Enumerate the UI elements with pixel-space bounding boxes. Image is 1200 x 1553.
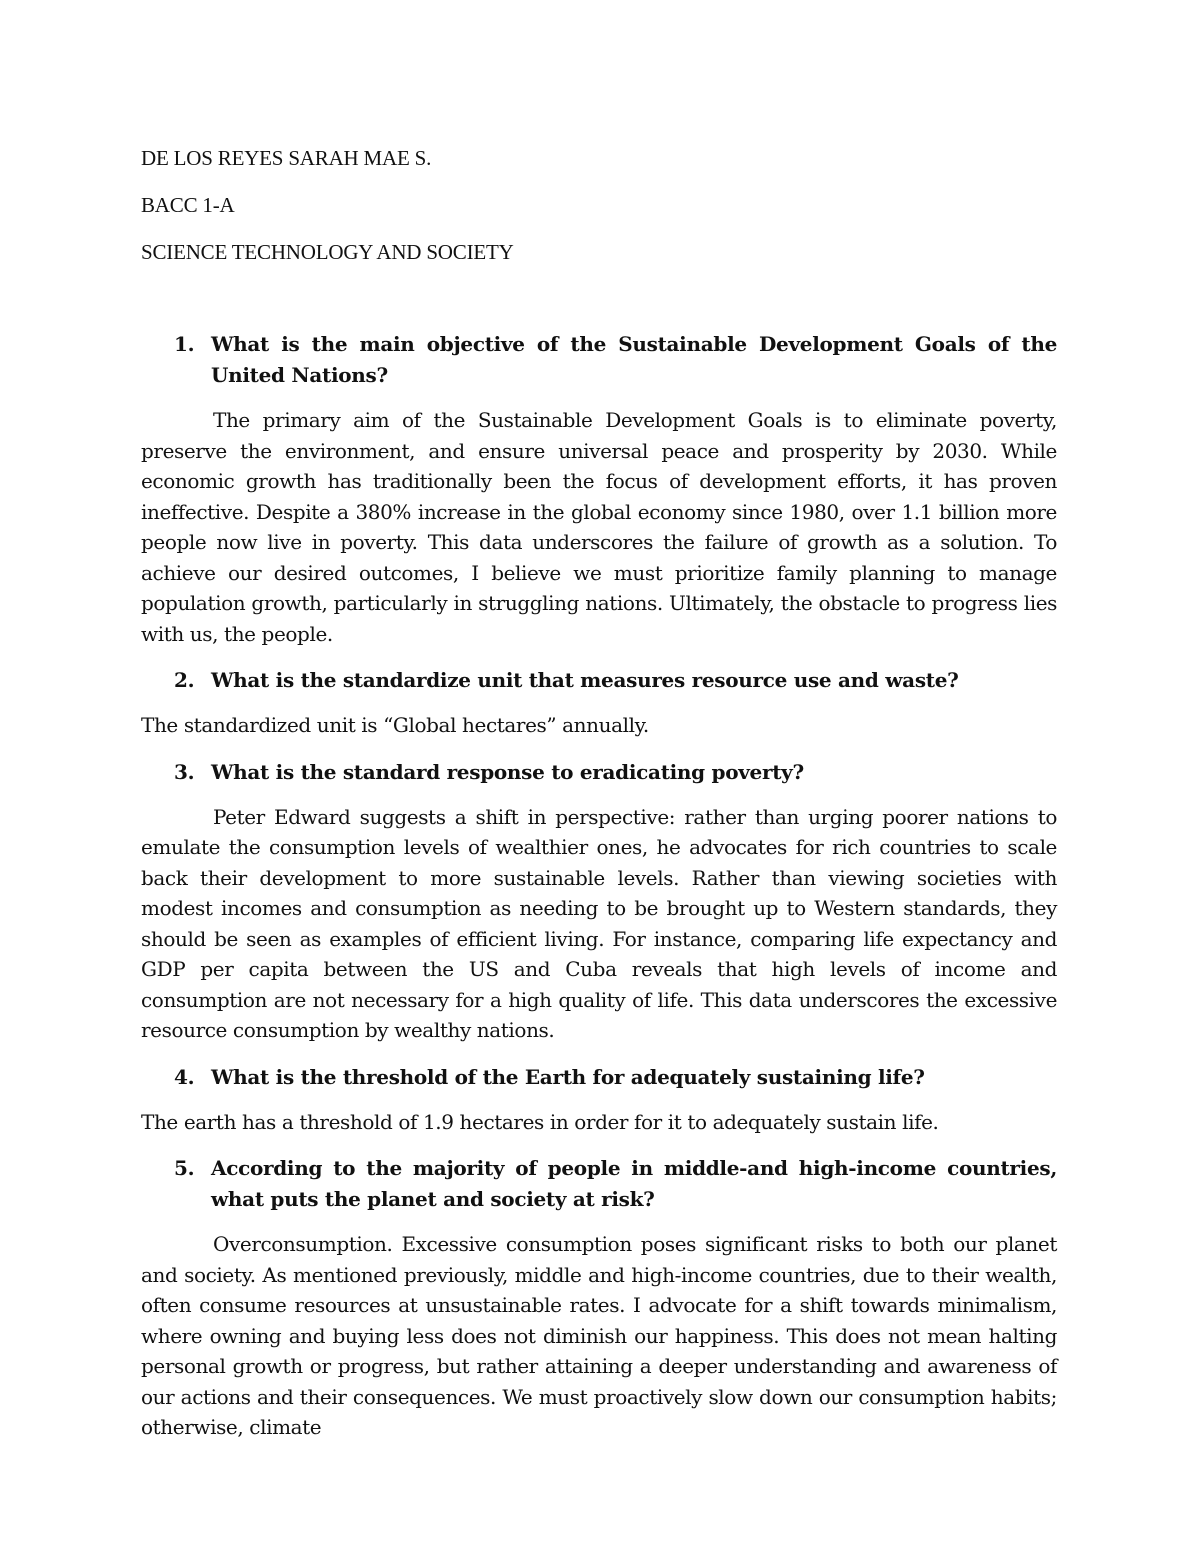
answer-2: The standardized unit is “Global hectares” annually. <box>141 713 649 737</box>
student-name: DE LOS REYES SARAH MAE S. <box>141 146 432 170</box>
question-2 <box>141 665 1057 696</box>
question-text: What is the standardize unit that measures resource use and waste? <box>211 668 959 692</box>
subject-title: SCIENCE TECHNOLOGY AND SOCIETY <box>141 240 514 264</box>
question-number: 1. <box>174 332 195 356</box>
question-5 <box>141 1153 1057 1215</box>
question-text: What is the threshold of the Earth for adequately sustaining life? <box>211 1064 925 1089</box>
question-number: 3. <box>174 759 195 784</box>
question-number: 4. <box>174 1064 195 1089</box>
question-number: 2. <box>174 668 195 692</box>
answer-5: Overconsumption. Excessive consumption poses significant risks to both our planet and society. As mentioned previously, middle and high-income countries, due to their wealth, often consume resources at unsustainable rates. I advocate for a shift towards minimalism, where owning and buying less does not diminish our happiness. This does not mean halting personal growth or progress, but rather attaining a deeper understanding and awareness of our actions and their consequences. We must proactively slow down our consumption habits; otherwise, climate <box>141 1232 1057 1439</box>
answer-4: The earth has a threshold of 1.9 hectares in order for it to adequately sustain life. <box>141 1109 939 1134</box>
document-body <box>141 143 1057 1459</box>
question-number: 5. <box>174 1156 195 1180</box>
question-text: What is the main objective of the Sustainable Development Goals of the United Nations? <box>211 332 1057 387</box>
question-text: According to the majority of people in middle-and high-income countries, what puts the planet and society at risk? <box>211 1156 1057 1211</box>
question-text: What is the standard response to eradicating poverty? <box>211 759 804 784</box>
question-1 <box>141 329 1057 391</box>
question-3 <box>141 757 1057 788</box>
class-section: BACC 1-A <box>141 193 235 217</box>
answer-1: The primary aim of the Sustainable Development Goals is to eliminate poverty, preserve the environment, and ensure universal peace and prosperity by 2030. While economic growth has traditionally been the focus of development efforts, it has proven ineffective. Despite a 380% increase in the global economy since 1980, over 1.1 billion more people now live in poverty. This data underscores the failure of growth as a solution. To achieve our desired outcomes, I believe we must prioritize family planning to manage population growth, particularly in struggling nations. Ultimately, the obstacle to progress lies with us, the people. <box>141 408 1057 646</box>
answer-3: Peter Edward suggests a shift in perspective: rather than urging poorer nations to emulate the consumption levels of wealthier ones, he advocates for rich countries to scale back their development to more sustainable levels. Rather than viewing societies with modest incomes and consumption as needing to be brought up to Western standards, they should be seen as examples of efficient living. For instance, comparing life expectancy and GDP per capita between the US and Cuba reveals that high levels of income and consumption are not necessary for a high quality of life. This data underscores the excessive resource consumption by wealthy nations. <box>141 804 1057 1042</box>
question-4 <box>141 1062 1057 1093</box>
